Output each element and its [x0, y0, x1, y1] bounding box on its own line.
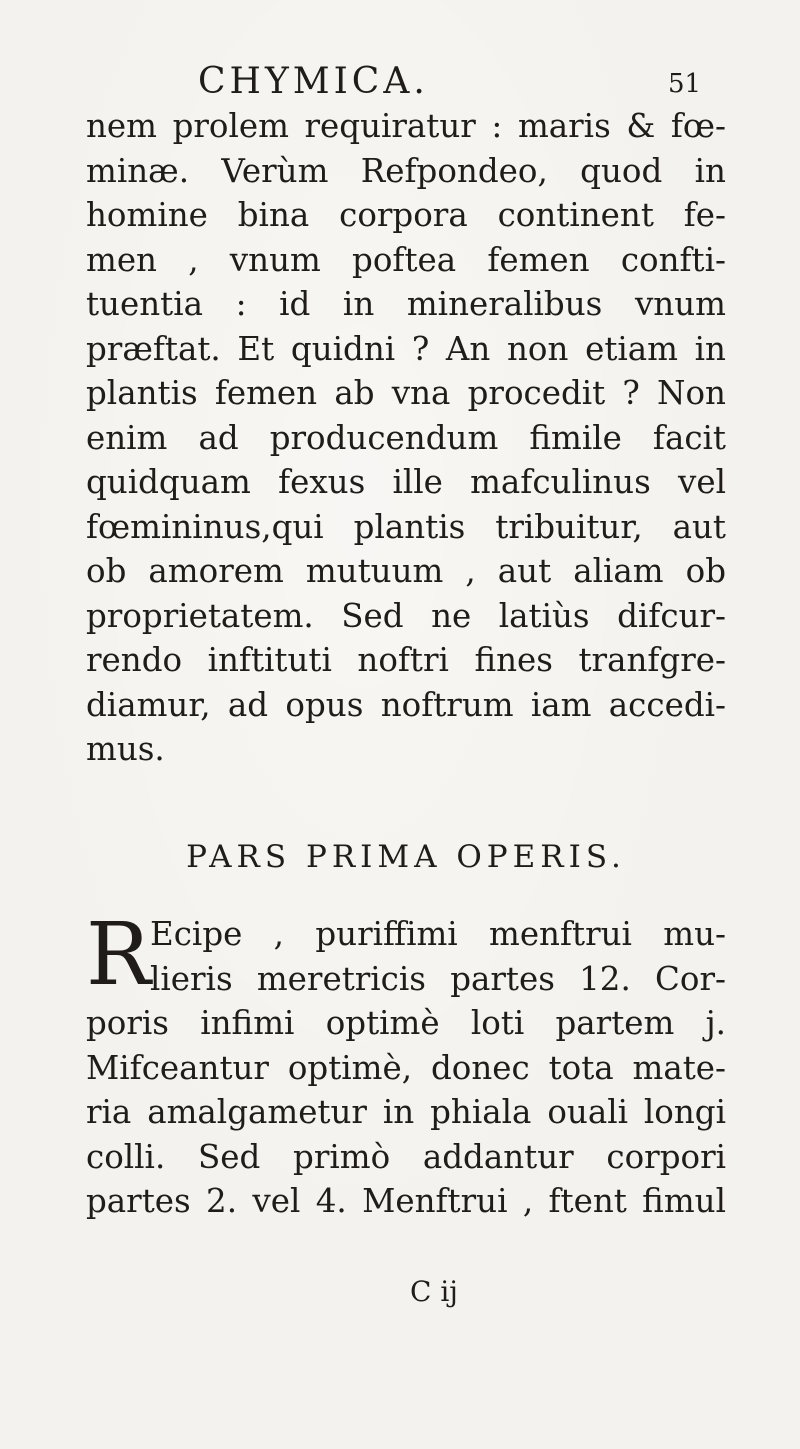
paragraph-2	[86, 905, 726, 1224]
signature-mark: C ij	[410, 1275, 458, 1308]
text-line: proprietatem. Sed ne latiùs difcur-	[86, 596, 726, 635]
text-line: diamur, ad opus noftrum iam accedi-	[86, 685, 726, 724]
text-line: enim ad producendum fimile facit	[86, 418, 726, 457]
running-head	[0, 60, 800, 104]
text-line: mus.	[86, 730, 165, 768]
text-line: lieris meretricis partes 12. Cor-	[150, 959, 726, 998]
text-line: Mifceantur optimè, donec tota mate-	[86, 1048, 726, 1087]
page-number: 51	[668, 69, 702, 99]
text-line: men , vnum poftea femen confti-	[86, 240, 726, 279]
text-line: præftat. Et quidni ? An non etiam in	[86, 329, 726, 368]
text-line: poris infimi optimè loti partem j.	[86, 1004, 726, 1042]
text-line: Ecipe , puriffimi menftrui mu-	[150, 915, 726, 953]
text-line: ob amorem mutuum , aut aliam ob	[86, 552, 726, 590]
text-line: ria amalgametur in phiala ouali longi	[86, 1093, 726, 1131]
text-line: tuentia : id in mineralibus vnum	[86, 285, 726, 323]
text-line: quidquam fexus ille mafculinus vel	[86, 463, 726, 501]
text-line: plantis femen ab vna procedit ? Non	[86, 374, 726, 412]
section-heading: PARS PRIMA OPERIS.	[186, 839, 626, 875]
text-line: colli. Sed primò addantur corpori	[86, 1137, 726, 1176]
text-line: partes 2. vel 4. Menftrui , ftent fimul	[86, 1182, 726, 1220]
running-title: CHYMICA.	[198, 61, 429, 102]
text-line: minæ. Verùm Refpondeo, quod in	[86, 151, 726, 190]
paragraph-1	[86, 104, 726, 772]
drop-cap: R	[86, 905, 151, 1005]
text-line: homine bina corpora continent fe-	[86, 196, 726, 234]
text-line: rendo inftituti noftri fines tranfgre-	[86, 641, 726, 679]
text-line: nem prolem requiratur : maris & fœ-	[86, 107, 726, 145]
text-line: fœmininus,qui plantis tribuitur, aut	[86, 507, 726, 546]
